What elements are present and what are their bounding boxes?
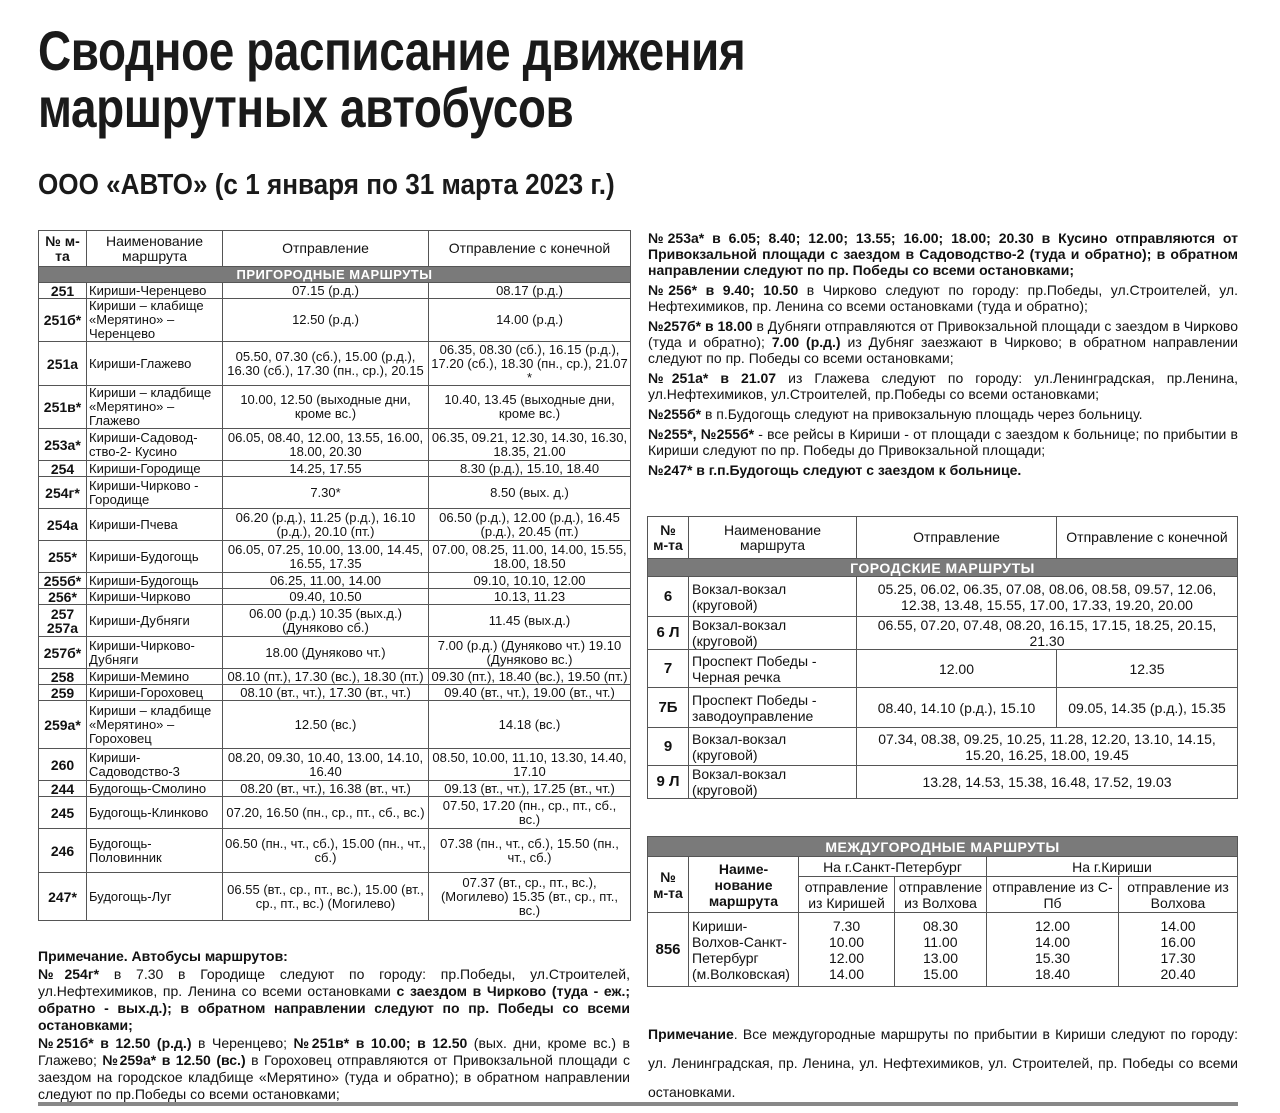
table-row <box>39 461 631 477</box>
departure-times: 07.34, 08.38, 09.25, 10.25, 11.28, 12.20, 13.10, 14.15, 15.20, 16.25, 18.00, 19.45 <box>857 728 1238 766</box>
table-row <box>39 873 631 921</box>
return-times: 08.17 (р.д.) <box>429 283 631 299</box>
time-value: 16.00 <box>1160 933 1196 950</box>
route-number: 254г* <box>39 477 87 509</box>
route-number: 9 <box>648 728 689 766</box>
route-name: Кириши-Глажево <box>87 342 223 386</box>
note-text: в Чирково следуют по городу: пр.Победы, ул.Строителей, ул. Нефтехимиков, пр. Ленина со всеми остановками (туда и обратно); <box>648 282 1238 314</box>
departure-times: 07.15 (р.д.) <box>223 283 429 299</box>
route-name: Кириши-Садоводство-3 <box>87 749 223 781</box>
route-note <box>648 426 1238 458</box>
route-number: 251а <box>39 342 87 386</box>
intercity-note <box>648 1020 1238 1107</box>
route-name: Кириши – клабище «Мерятино» – Черенцево <box>87 299 223 342</box>
route-number: 257б* <box>39 637 87 669</box>
return-times: 07.50, 17.20 (пн., ср., пт., сб., вс.) <box>429 797 631 829</box>
col-header-dep-end: Отправление с конечной <box>429 231 631 267</box>
route-number: 244 <box>39 781 87 797</box>
table-row <box>39 299 631 342</box>
return-times: 09.13 (вт., чт.), 17.25 (вт., чт.) <box>429 781 631 797</box>
time-value: 18.40 <box>1034 965 1071 982</box>
notes-right <box>648 230 1238 482</box>
table-row <box>39 573 631 589</box>
notes-left <box>38 948 630 1104</box>
table-header-row <box>648 517 1238 559</box>
departure-times: 08.10 (пт.), 17.30 (вс.), 18.30 (пт.) <box>223 669 429 685</box>
time-value: 08.30 <box>922 917 959 934</box>
departure-times: 12.50 (вс.) <box>223 701 429 749</box>
departure-times: 07.20, 16.50 (пн., ср., пт., сб., вс.) <box>223 797 429 829</box>
note-route-label: №256* в 9.40; 10.50 <box>648 282 799 298</box>
route-name: Кириши – кладбище «Мерятино» – Глажево <box>87 386 223 429</box>
departure-times: 06.00 (р.д.) 10.35 (вых.д.) (Дуняково сб.) <box>223 605 429 637</box>
col-header-dep: Отправление <box>223 231 429 267</box>
route-number: 258 <box>39 669 87 685</box>
time-value: 12.00 <box>828 949 865 966</box>
table-row <box>39 477 631 509</box>
route-number: 251б* <box>39 299 87 342</box>
note-text-bold: с заездом в Чирково (туда - еж.; обратно - вых.д.); в обратном направлении следуют по пр. Победы со всеми остановками; <box>38 983 630 1033</box>
route-number: 257 257а <box>39 605 87 637</box>
col-header-name: Наиме-нование маршрута <box>689 857 799 913</box>
route-number: 247* <box>39 873 87 921</box>
note-text: в Черенцево; <box>191 1035 294 1051</box>
note-text: в Дубняги отправляются от Привокзальной площади с заездом в Чирково (туда и обратно); <box>648 318 1239 350</box>
table-row <box>39 829 631 873</box>
table-row <box>39 685 631 701</box>
intercity-routes-table <box>647 836 1238 987</box>
table-row <box>648 617 1238 650</box>
times-c1 <box>799 913 895 987</box>
col-header-c1: отправление из Киришей <box>799 877 895 913</box>
route-number: 256* <box>39 589 87 605</box>
return-times: 7.00 (р.д.) (Дуняково чт.) 19.10 (Дуняково вс.) <box>429 637 631 669</box>
return-times: 10.40, 13.45 (выходные дни, кроме вс.) <box>429 386 631 429</box>
time-value: 10.00 <box>828 933 865 950</box>
table-row <box>39 589 631 605</box>
table-row <box>39 781 631 797</box>
departure-times: 06.55 (вт., ср., пт., вс.), 15.00 (вт., ср., пт., вс.) (Могилево) <box>223 873 429 921</box>
route-name: Кириши-Городище <box>87 461 223 477</box>
departure-times: 06.05, 08.40, 12.00, 13.55, 16.00, 18.00, 20.30 <box>223 429 429 461</box>
departure-times: 05.50, 07.30 (сб.), 15.00 (р.д.), 16.30 (сб.), 17.30 (пн., ср.), 20.15 <box>223 342 429 386</box>
table-row <box>39 605 631 637</box>
route-number: 9 Л <box>648 766 689 799</box>
table-row <box>39 749 631 781</box>
time-value: 15.30 <box>1034 949 1071 966</box>
route-number: 253а* <box>39 429 87 461</box>
route-name: Вокзал-вокзал (круговой) <box>689 766 857 799</box>
departure-times: 06.25, 11.00, 14.00 <box>223 573 429 589</box>
notes-heading: Примечание. Автобусы маршрутов: <box>38 948 288 964</box>
route-name: Проспект Победы - Черная речка <box>689 650 857 688</box>
note-251b <box>38 1035 630 1103</box>
col-header-c4: отправление из Волхова <box>1119 877 1238 913</box>
city-routes-table <box>647 516 1238 799</box>
table-header-row <box>39 231 631 267</box>
table-row <box>39 283 631 299</box>
col-header-dep-end: Отправление с конечной <box>1057 517 1238 559</box>
route-name: Будогощь-Половинник <box>87 829 223 873</box>
section-row <box>39 267 631 283</box>
departure-times: 05.25, 06.02, 06.35, 07.08, 08.06, 08.58, 09.57, 12.06, 12.38, 13.48, 15.55, 17.00, 17.33, 19.20, 20.00 <box>857 577 1238 617</box>
bottom-divider <box>38 1102 1238 1106</box>
route-name: Будогощь-Луг <box>87 873 223 921</box>
table-row <box>648 728 1238 766</box>
route-name: Кириши-Будогощь <box>87 573 223 589</box>
time-value: 17.30 <box>1160 949 1196 966</box>
time-value: 14.00 <box>1034 933 1071 950</box>
note-text: из Глажева следуют по городу: ул.Ленинградская, пр.Ленина, ул.Нефтехимиков, ул.Строителей, пр.Победы со всеми остановками; <box>648 370 1238 402</box>
col-header-spb: На г.Санкт-Петербург <box>799 857 987 877</box>
note-text: в 7.30 в Городище следуют по городу: пр.Победы, ул.Строителей, ул.Нефтехимиков, пр. Ленина со всеми остановками <box>38 966 630 999</box>
note-text: - все рейсы в Кириши - от площади с заездом к больнице; по прибытии в Кириши следуют по пр. Победы до Привокзальной площади; <box>648 426 1238 458</box>
col-header-dep: Отправление <box>857 517 1057 559</box>
table-row <box>648 688 1238 728</box>
departure-times: 08.40, 14.10 (р.д.), 15.10 <box>857 688 1057 728</box>
return-times: 14.18 (вс.) <box>429 701 631 749</box>
col-header-name: Наименование маршрута <box>689 517 857 559</box>
time-value: 14.00 <box>1160 917 1196 934</box>
note-route-label: №247* в г.п.Будогощь следуют с заездом к больнице. <box>648 462 1022 478</box>
col-header-c3: отправление из С-Пб <box>987 877 1119 913</box>
section-title: ПРИГОРОДНЫЕ МАРШРУТЫ <box>39 267 631 283</box>
departure-times: 18.00 (Дуняково чт.) <box>223 637 429 669</box>
table-row <box>39 342 631 386</box>
time-value: 14.00 <box>828 965 865 982</box>
route-note <box>648 318 1238 366</box>
table-row <box>648 766 1238 799</box>
time-value: 15.00 <box>922 965 959 982</box>
route-number: 251 <box>39 283 87 299</box>
route-name: Кириши-Чирково <box>87 589 223 605</box>
return-times: 10.13, 11.23 <box>429 589 631 605</box>
note-route-label: №251а* в 21.07 <box>648 370 777 386</box>
table-row <box>39 429 631 461</box>
col-header-c2: отправление из Волхова <box>895 877 987 913</box>
city-rows <box>648 577 1238 799</box>
return-times: 06.35, 09.21, 12.30, 14.30, 16.30, 18.35, 21.00 <box>429 429 631 461</box>
section-title: ГОРОДСКИЕ МАРШРУТЫ <box>648 559 1238 577</box>
route-name: Будогощь-Клинково <box>87 797 223 829</box>
note-route-label: №251б* в 12.50 (р.д.) <box>38 1035 192 1051</box>
departure-times: 06.50 (пн., чт., сб.), 15.00 (пн., чт., сб.) <box>223 829 429 873</box>
route-name: Кириши-Чирково-Дубняги <box>87 637 223 669</box>
note-route-label: №254г* <box>38 966 100 982</box>
return-times: 08.50, 10.00, 11.10, 13.30, 14.40, 17.10 <box>429 749 631 781</box>
route-note <box>648 230 1238 278</box>
route-number: 856 <box>648 913 689 987</box>
route-number: 259 <box>39 685 87 701</box>
note-route-label: №255*, №255б* <box>648 426 755 442</box>
departure-times: 14.25, 17.55 <box>223 461 429 477</box>
route-name: Кириши-Будогощь <box>87 541 223 573</box>
return-times: 8.50 (вых. д.) <box>429 477 631 509</box>
col-header-num: № м-та <box>39 231 87 267</box>
return-times: 09.30 (пт.), 18.40 (вс.), 19.50 (пт.) <box>429 669 631 685</box>
departure-times: 06.20 (р.д.), 11.25 (р.д.), 16.10 (р.д.), 20.10 (пт.) <box>223 509 429 541</box>
route-name: Кириши-Пчева <box>87 509 223 541</box>
note-route-label: №255б* <box>648 406 702 422</box>
note-text: в Гороховец отправляются от Привокзальной площади с заездом на городское кладбище «Мерятино» (туда и обратно); в обратном направлении следуют по пр.Победы со всеми остановками; <box>38 1052 630 1102</box>
departure-times: 12.00 <box>857 650 1057 688</box>
return-times: 12.35 <box>1057 650 1238 688</box>
note-route-label: №251в* в 10.00; в 12.50 <box>293 1035 468 1051</box>
page-title: Сводное расписание движения маршрутных автобусов <box>38 19 746 139</box>
times-c3 <box>987 913 1119 987</box>
table-row <box>648 913 1238 987</box>
note-route-label: 7.00 (р.д.) <box>771 334 841 350</box>
return-times: 8.30 (р.д.), 15.10, 18.40 <box>429 461 631 477</box>
route-number: 6 Л <box>648 617 689 650</box>
route-name: Кириши-Садовод-ство-2- Кусино <box>87 429 223 461</box>
suburban-rows <box>39 283 631 921</box>
departure-times: 08.20 (вт., чт.), 16.38 (вт., чт.) <box>223 781 429 797</box>
return-times: 06.50 (р.д.), 12.00 (р.д.), 16.45 (р.д.), 20.45 (пт.) <box>429 509 631 541</box>
departure-times: 09.40, 10.50 <box>223 589 429 605</box>
departure-times: 7.30* <box>223 477 429 509</box>
col-header-num: № м-та <box>648 857 689 913</box>
route-note <box>648 462 1238 478</box>
route-number: 251в* <box>39 386 87 429</box>
suburban-routes-table <box>38 230 631 921</box>
return-times: 09.40 (вт., чт.), 19.00 (вт., чт.) <box>429 685 631 701</box>
time-value: 12.00 <box>1034 917 1071 934</box>
route-name: Кириши – кладбище «Мерятино» – Гороховец <box>87 701 223 749</box>
table-row <box>648 650 1238 688</box>
note-route-label: №257б* в 18.00 <box>648 318 753 334</box>
table-row <box>39 386 631 429</box>
route-note <box>648 370 1238 402</box>
route-name: Кириши-Мемино <box>87 669 223 685</box>
return-times: 09.05, 14.35 (р.д.), 15.35 <box>1057 688 1238 728</box>
return-times: 06.35, 08.30 (сб.), 16.15 (р.д.), 17.20 (сб.), 18.30 (пн., ср.), 21.07 * <box>429 342 631 386</box>
page-subtitle: ООО «АВТО» (с 1 января по 31 марта 2023 г.) <box>38 169 615 201</box>
time-value: 7.30 <box>832 917 861 934</box>
note-text: из Дубняг заезжают в Чирково; в обратном направлении следуют по пр. Победы со всеми остановками; <box>648 334 1238 366</box>
table-header-row <box>648 857 1238 877</box>
note-254g <box>38 966 630 1034</box>
col-header-kirishi: На г.Кириши <box>987 857 1238 877</box>
route-name: Вокзал-вокзал (круговой) <box>689 617 857 650</box>
route-name: Вокзал-вокзал (круговой) <box>689 728 857 766</box>
note-text: . Все междугородные маршруты по прибытии в Кириши следуют по городу: ул. Ленинградская, пр. Ленина, ул. Нефтехимиков, ул. Строителей, пр. Победы со всеми остановками. <box>648 1026 1238 1100</box>
route-name: Кириши-Гороховец <box>87 685 223 701</box>
note-route-label: №253а* в 6.05; 8.40; 12.00; 13.55; 16.00; 18.00; 20.30 в Кусино отправляются от Привокзальной площади с заездом в Садоводство-2 (туда и обратно); в обратном направлении следуют по пр. Победы со всеми остановками; <box>648 230 1238 278</box>
time-value: 11.00 <box>923 933 958 950</box>
route-number: 259а* <box>39 701 87 749</box>
departure-times: 13.28, 14.53, 15.38, 16.48, 17.52, 19.03 <box>857 766 1238 799</box>
route-number: 255б* <box>39 573 87 589</box>
times-c2 <box>895 913 987 987</box>
table-row <box>39 669 631 685</box>
return-times: 07.00, 08.25, 11.00, 14.00, 15.55, 18.00, 18.50 <box>429 541 631 573</box>
section-row <box>648 559 1238 577</box>
note-text: в п.Будогощь следуют на привокзальную площадь через больницу. <box>701 406 1143 422</box>
return-times: 07.37 (вт., ср., пт., вс.), (Могилево) 15.35 (вт., ср., пт., вс.) <box>429 873 631 921</box>
times-c4 <box>1119 913 1238 987</box>
route-name: Кириши-Волхов-Санкт-Петербург (м.Волковская) <box>689 913 799 987</box>
departure-times: 08.10 (вт., чт.), 17.30 (вт., чт.) <box>223 685 429 701</box>
route-name: Вокзал-вокзал (круговой) <box>689 577 857 617</box>
route-number: 260 <box>39 749 87 781</box>
route-note <box>648 406 1238 422</box>
route-number: 255* <box>39 541 87 573</box>
route-name: Кириши-Черенцево <box>87 283 223 299</box>
col-header-num: № м-та <box>648 517 689 559</box>
route-name: Кириши-Дубняги <box>87 605 223 637</box>
route-number: 246 <box>39 829 87 873</box>
table-row <box>648 577 1238 617</box>
route-number: 254а <box>39 509 87 541</box>
departure-times: 06.55, 07.20, 07.48, 08.20, 16.15, 17.15, 18.25, 20.15, 21.30 <box>857 617 1238 650</box>
route-number: 6 <box>648 577 689 617</box>
route-number: 7Б <box>648 688 689 728</box>
time-value: 13.00 <box>922 949 959 966</box>
route-name: Будогощь-Смолино <box>87 781 223 797</box>
route-number: 254 <box>39 461 87 477</box>
return-times: 07.38 (пн., чт., сб.), 15.50 (пн., чт., сб.) <box>429 829 631 873</box>
table-row <box>39 509 631 541</box>
section-title: МЕЖДУГОРОДНЫЕ МАРШРУТЫ <box>648 837 1238 857</box>
return-times: 11.45 (вых.д.) <box>429 605 631 637</box>
departure-times: 06.05, 07.25, 10.00, 13.00, 14.45, 16.55, 17.35 <box>223 541 429 573</box>
departure-times: 08.20, 09.30, 10.40, 13.00, 14.10, 16.40 <box>223 749 429 781</box>
departure-times: 12.50 (р.д.) <box>223 299 429 342</box>
route-number: 7 <box>648 650 689 688</box>
route-name: Кириши-Чирково - Городище <box>87 477 223 509</box>
table-row <box>39 541 631 573</box>
route-note <box>648 282 1238 314</box>
table-row <box>39 637 631 669</box>
return-times: 09.10, 10.10, 12.00 <box>429 573 631 589</box>
departure-times: 10.00, 12.50 (выходные дни, кроме вс.) <box>223 386 429 429</box>
note-label: Примечание <box>648 1026 734 1042</box>
return-times: 14.00 (р.д.) <box>429 299 631 342</box>
time-value: 20.40 <box>1160 965 1196 982</box>
route-name: Проспект Победы - заводоуправление <box>689 688 857 728</box>
table-row <box>39 701 631 749</box>
col-header-name: Наименование маршрута <box>87 231 223 267</box>
route-number: 245 <box>39 797 87 829</box>
section-row <box>648 837 1238 857</box>
note-route-label: №259а* в 12.50 (вс.) <box>102 1052 246 1068</box>
table-row <box>39 797 631 829</box>
note-text: (вых. дни, кроме вс.) в Глажево; <box>38 1035 630 1068</box>
